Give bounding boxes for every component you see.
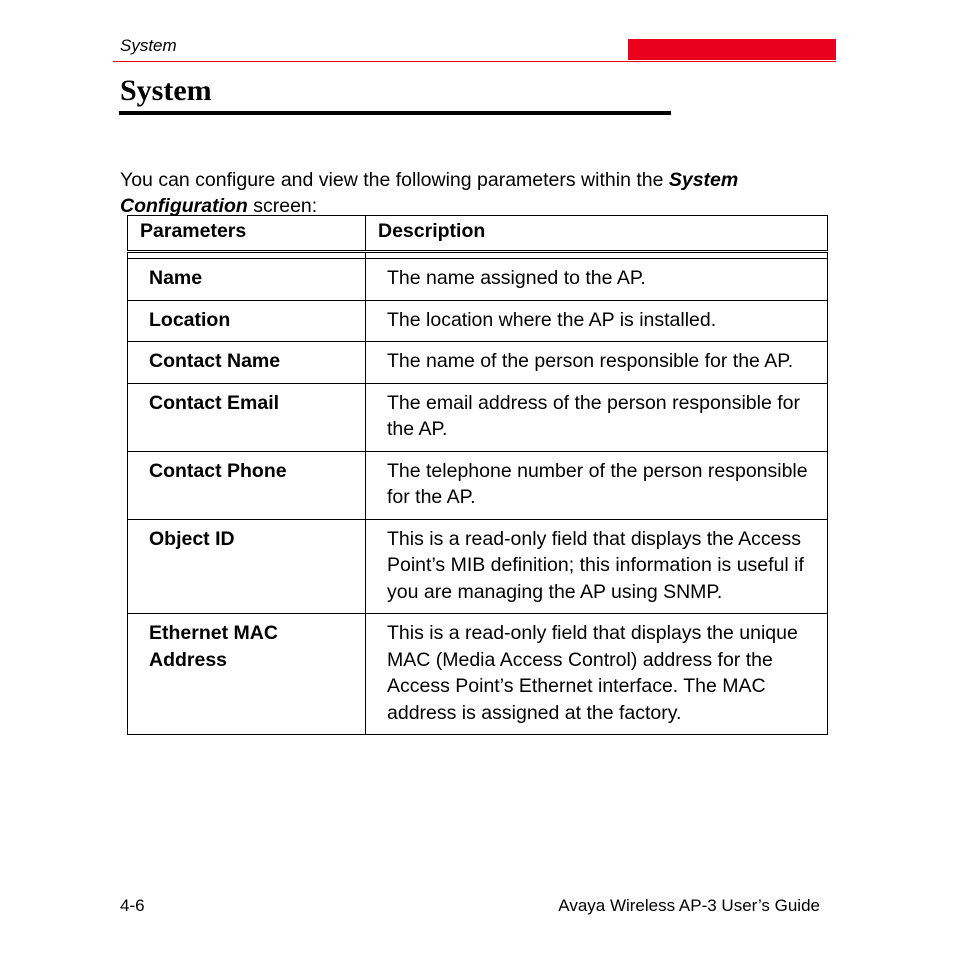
table-row	[128, 451, 828, 519]
parameters-table	[127, 215, 828, 735]
row-description: The telephone number of the person responsible for the AP.	[366, 451, 828, 519]
header-accent-bar	[628, 39, 836, 60]
intro-text-after: screen:	[247, 195, 318, 217]
intro-emphasis: System Configuration	[120, 168, 739, 217]
row-parameter: Contact Name	[128, 342, 366, 384]
row-description: This is a read-only field that displays the Access Point’s MIB definition; this information is useful if you are managing the AP using SNMP.	[366, 519, 828, 614]
row-parameter: Object ID	[128, 519, 366, 614]
header-gap-row	[128, 252, 828, 259]
page-number: 4-6	[120, 896, 145, 915]
row-description: The email address of the person responsible for the AP.	[366, 383, 828, 451]
table-header-row	[128, 216, 828, 252]
table-row	[128, 614, 828, 735]
row-parameter: Location	[128, 300, 366, 342]
table-row	[128, 383, 828, 451]
row-parameter: Contact Email	[128, 383, 366, 451]
row-parameter: Ethernet MAC Address	[128, 614, 366, 735]
table-row	[128, 342, 828, 384]
row-description: The location where the AP is installed.	[366, 300, 828, 342]
row-parameter: Contact Phone	[128, 451, 366, 519]
row-description: The name assigned to the AP.	[366, 259, 828, 301]
book-title: Avaya Wireless AP-3 User’s Guide	[558, 896, 820, 915]
header-parameters: Parameters	[128, 216, 366, 252]
header-description: Description	[366, 216, 828, 252]
row-description: This is a read-only field that displays the unique MAC (Media Access Control) address for the Access Point’s Ethernet interface. The MAC address is assigned at the factory.	[366, 614, 828, 735]
header-rule	[113, 61, 836, 62]
intro-text-before: You can configure and view the following parameters within the	[120, 168, 669, 191]
title-rule	[119, 111, 671, 115]
table-row	[128, 259, 828, 301]
row-description: The name of the person responsible for the AP.	[366, 342, 828, 384]
table-row	[128, 300, 828, 342]
section-title: System	[120, 74, 212, 107]
row-parameter: Name	[128, 259, 366, 301]
running-header: System	[120, 36, 177, 55]
intro-paragraph	[120, 167, 830, 220]
table-row	[128, 519, 828, 614]
